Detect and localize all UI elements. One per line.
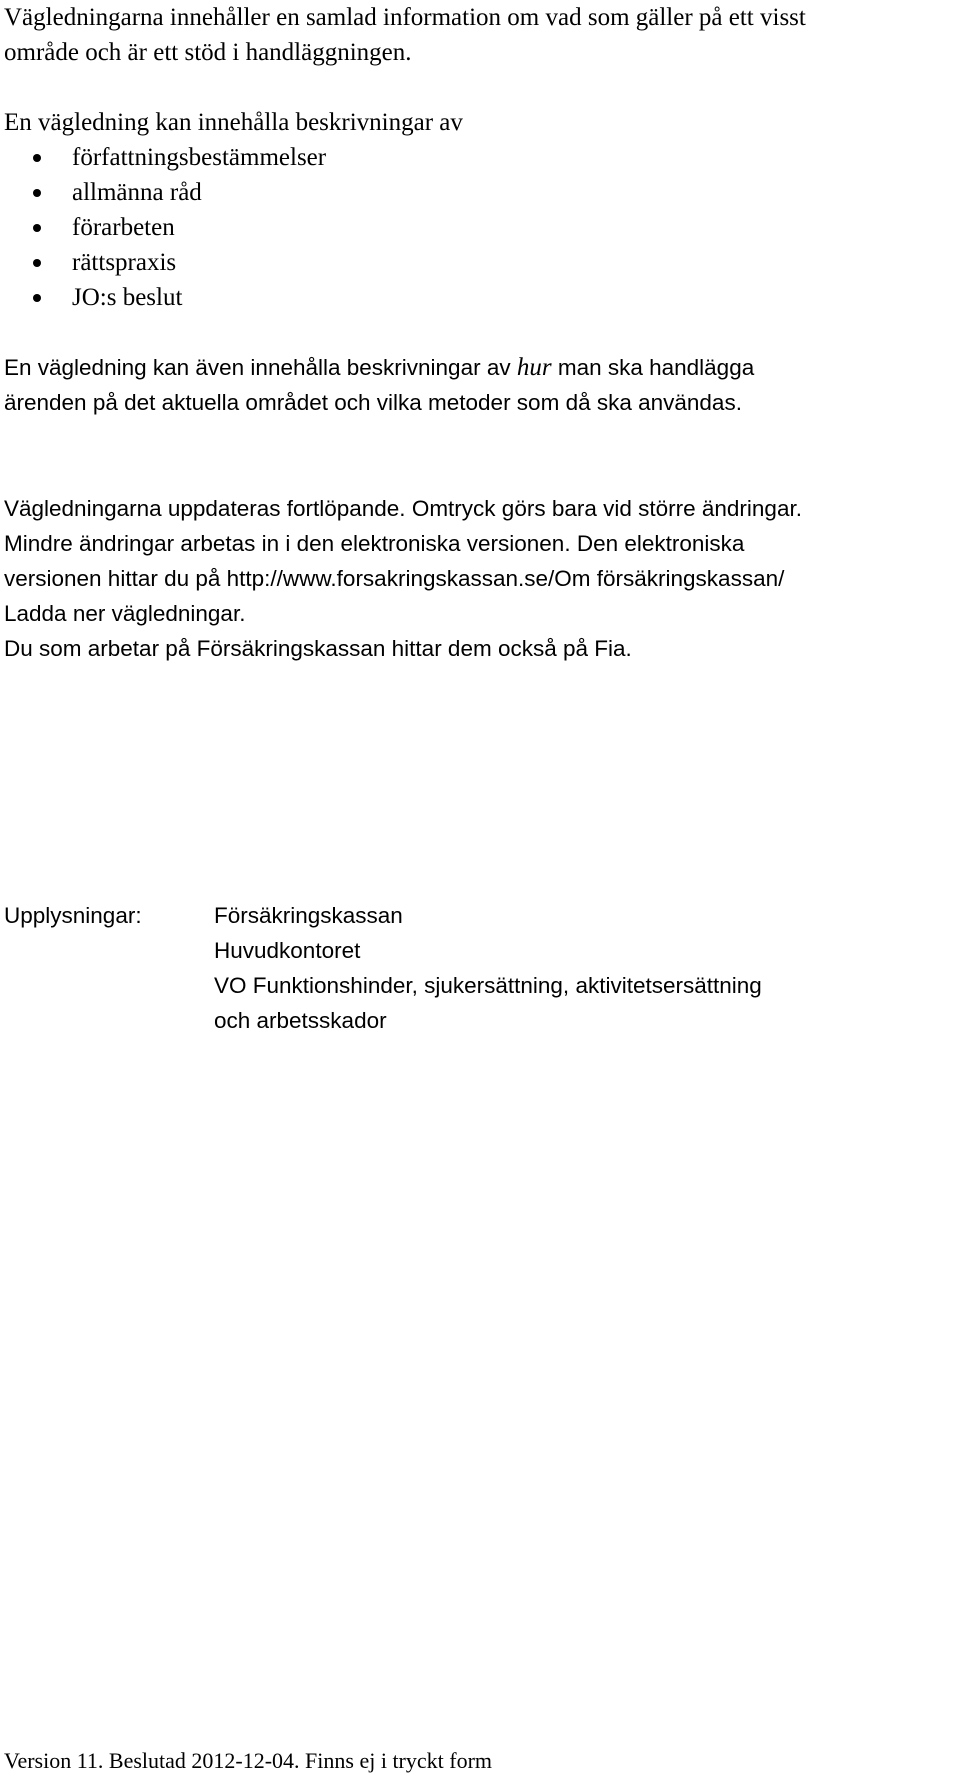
list-item [0,175,326,210]
information-line: och arbetsskador [214,1008,387,1033]
how-text-before: En vägledning kan även innehålla beskrivningar av [4,355,517,380]
how-emphasis: hur [516,354,552,381]
list-item [0,280,326,315]
how-line-2: ärenden på det aktuella området och vilka metoder som då ska användas. [4,390,742,415]
list-item-text: författningsbestämmelser [72,144,327,171]
bullet-list [0,140,326,315]
updates-line-5: Du som arbetar på Försäkringskassan hittar dem också på Fia. [4,636,632,661]
list-item-text: allmänna råd [72,179,202,206]
updates-line-4: Ladda ner vägledningar. [4,601,246,626]
version-footer: Version 11. Beslutad 2012-12-04. Finns ej i tryckt form [4,1748,493,1773]
intro-line-1: Vägledningarna innehåller en samlad information om vad som gäller på ett visst [4,4,806,31]
list-item [0,245,326,280]
list-item-text: förarbeten [72,214,175,241]
intro-line-2: område och är ett stöd i handläggningen. [4,39,412,66]
how-line-1 [4,350,960,385]
list-item [0,140,326,175]
information-line: Huvudkontoret [214,938,361,963]
list-item [0,210,326,245]
bullet-icon [33,154,41,162]
list-item-text: JO:s beslut [72,284,183,311]
bullet-icon [33,189,41,197]
information-line: Försäkringskassan [214,903,403,928]
list-intro: En vägledning kan innehålla beskrivningar av [4,109,463,136]
bullet-icon [33,224,41,232]
intro-paragraph [4,0,960,70]
how-paragraph [4,350,960,420]
updates-paragraph [4,491,960,666]
bullet-icon [33,294,41,302]
bullet-icon [33,259,41,267]
information-label: Upplysningar: [4,903,142,928]
updates-line-3: versionen hittar du på http://www.forsakringskassan.se/Om försäkringskassan/ [4,566,785,591]
information-line: VO Funktionshinder, sjukersättning, aktivitetsersättning [214,973,762,998]
updates-line-2: Mindre ändringar arbetas in i den elektroniska versionen. Den elektroniska [4,531,745,556]
list-item-text: rättspraxis [72,249,177,276]
information-block [214,898,762,1038]
updates-line-1: Vägledningarna uppdateras fortlöpande. Omtryck görs bara vid större ändringar. [4,496,802,521]
how-text-after: man ska handlägga [551,355,755,380]
